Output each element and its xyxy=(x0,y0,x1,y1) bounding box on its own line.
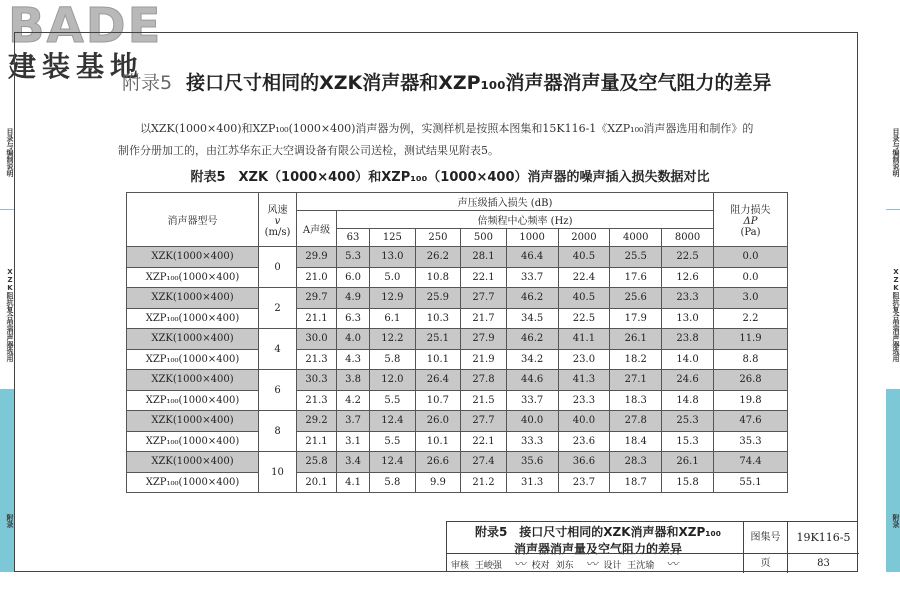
value-cell: 35.6 xyxy=(506,452,558,473)
value-cell: 13.0 xyxy=(370,247,416,268)
value-cell: 33.7 xyxy=(506,390,558,411)
value-cell: 3.4 xyxy=(337,452,370,473)
value-cell: 34.5 xyxy=(506,308,558,329)
value-cell: 26.1 xyxy=(610,329,662,350)
value-cell: 25.3 xyxy=(662,411,714,432)
value-cell: 5.0 xyxy=(370,267,416,288)
value-cell: 26.0 xyxy=(415,411,461,432)
a-weighted-cell: 21.1 xyxy=(297,308,337,329)
header-resistance-symbol: ΔP xyxy=(743,216,758,227)
value-cell: 10.7 xyxy=(415,390,461,411)
value-cell: 31.3 xyxy=(506,472,558,493)
value-cell: 25.6 xyxy=(610,288,662,309)
checker-signature: 〰 xyxy=(585,557,598,571)
value-cell: 21.9 xyxy=(461,349,507,370)
intro-paragraph: 以XZK(1000×400)和XZP₁₀₀(1000×400)消声器为例，实测样机是按照本图集和15K116-1《XZP₁₀₀消声器选用和制作》的制作分册加工的，由江苏华东正大空调设备有限公司送检，测试结果见附表5。 xyxy=(118,122,754,157)
model-cell: XZP₁₀₀(1000×400) xyxy=(127,431,259,452)
resistance-cell: 26.8 xyxy=(714,370,788,391)
resistance-cell: 3.0 xyxy=(714,288,788,309)
side-tab-xzk[interactable]: XZK阻抗复合型消声器选用 xyxy=(0,210,14,390)
value-cell: 10.1 xyxy=(415,349,461,370)
value-cell: 10.1 xyxy=(415,431,461,452)
value-cell: 26.2 xyxy=(415,247,461,268)
designer-signature: 〰 xyxy=(666,557,679,571)
value-cell: 23.7 xyxy=(558,472,610,493)
a-weighted-cell: 29.7 xyxy=(297,288,337,309)
header-resistance xyxy=(714,193,788,247)
header-freq: 1000 xyxy=(506,229,558,247)
logo-text-en: BADE xyxy=(8,0,163,54)
value-cell: 3.7 xyxy=(337,411,370,432)
value-cell: 14.8 xyxy=(662,390,714,411)
value-cell: 14.0 xyxy=(662,349,714,370)
value-cell: 27.4 xyxy=(461,452,507,473)
value-cell: 22.5 xyxy=(558,308,610,329)
value-cell: 12.4 xyxy=(370,452,416,473)
value-cell: 5.5 xyxy=(370,390,416,411)
model-cell: XZK(1000×400) xyxy=(127,329,259,350)
table-row xyxy=(127,411,788,432)
side-tab-appendix[interactable]: 附录 xyxy=(0,390,14,572)
atlas-label: 图集号 xyxy=(743,522,787,553)
value-cell: 46.2 xyxy=(506,288,558,309)
header-freq: 63 xyxy=(337,229,370,247)
table-row xyxy=(127,288,788,309)
value-cell: 25.5 xyxy=(610,247,662,268)
logo-text-cn: 建装基地 xyxy=(8,50,145,83)
value-cell: 26.6 xyxy=(415,452,461,473)
value-cell: 28.1 xyxy=(461,247,507,268)
resistance-cell: 0.0 xyxy=(714,247,788,268)
resistance-cell: 35.3 xyxy=(714,431,788,452)
value-cell: 24.6 xyxy=(662,370,714,391)
value-cell: 33.7 xyxy=(506,267,558,288)
table-row xyxy=(127,247,788,268)
value-cell: 5.8 xyxy=(370,472,416,493)
speed-cell: 6 xyxy=(259,370,297,411)
table-row xyxy=(127,472,788,493)
value-cell: 12.9 xyxy=(370,288,416,309)
value-cell: 23.3 xyxy=(558,390,610,411)
value-cell: 27.7 xyxy=(461,411,507,432)
value-cell: 5.3 xyxy=(337,247,370,268)
speed-cell: 8 xyxy=(259,411,297,452)
page-title-label: 附录5 xyxy=(122,72,173,94)
value-cell: 5.5 xyxy=(370,431,416,452)
side-tab-contents[interactable]: 目录与编制说明 xyxy=(0,92,14,210)
value-cell: 15.8 xyxy=(662,472,714,493)
table-row xyxy=(127,370,788,391)
title-block xyxy=(446,521,858,572)
designer-name: 王沈瑜 xyxy=(627,561,655,571)
a-weighted-cell: 29.2 xyxy=(297,411,337,432)
a-weighted-cell: 30.3 xyxy=(297,370,337,391)
value-cell: 6.3 xyxy=(337,308,370,329)
value-cell: 40.5 xyxy=(558,247,610,268)
title-block-name-line1: 附录5 接口尺寸相同的XZK消声器和XZP₁₀₀ xyxy=(474,525,722,539)
value-cell: 4.2 xyxy=(337,390,370,411)
resistance-cell: 47.6 xyxy=(714,411,788,432)
value-cell: 27.7 xyxy=(461,288,507,309)
value-cell: 46.2 xyxy=(506,329,558,350)
header-a-weighted: A声级 xyxy=(297,211,337,247)
value-cell: 33.3 xyxy=(506,431,558,452)
resistance-cell: 19.8 xyxy=(714,390,788,411)
model-cell: XZK(1000×400) xyxy=(127,370,259,391)
value-cell: 22.1 xyxy=(461,431,507,452)
table-row xyxy=(127,390,788,411)
value-cell: 18.2 xyxy=(610,349,662,370)
table-row xyxy=(127,349,788,370)
page-label: 页 xyxy=(743,553,787,573)
value-cell: 34.2 xyxy=(506,349,558,370)
value-cell: 12.4 xyxy=(370,411,416,432)
value-cell: 21.7 xyxy=(461,308,507,329)
a-weighted-cell: 21.3 xyxy=(297,349,337,370)
value-cell: 23.3 xyxy=(662,288,714,309)
table-row xyxy=(127,431,788,452)
value-cell: 10.8 xyxy=(415,267,461,288)
a-weighted-cell: 21.0 xyxy=(297,267,337,288)
header-model: 消声器型号 xyxy=(127,193,259,247)
value-cell: 6.0 xyxy=(337,267,370,288)
value-cell: 18.7 xyxy=(610,472,662,493)
value-cell: 28.3 xyxy=(610,452,662,473)
value-cell: 22.4 xyxy=(558,267,610,288)
value-cell: 6.1 xyxy=(370,308,416,329)
value-cell: 3.8 xyxy=(337,370,370,391)
header-freq: 8000 xyxy=(662,229,714,247)
page-title-text: 接口尺寸相同的XZK消声器和XZP₁₀₀消声器消声量及空气阻力的差异 xyxy=(186,72,772,94)
value-cell: 21.5 xyxy=(461,390,507,411)
header-resistance-label: 阻力损失 xyxy=(730,205,771,216)
value-cell: 4.1 xyxy=(337,472,370,493)
model-cell: XZK(1000×400) xyxy=(127,452,259,473)
table-row xyxy=(127,308,788,329)
resistance-cell: 8.8 xyxy=(714,349,788,370)
value-cell: 5.8 xyxy=(370,349,416,370)
page-number: 83 xyxy=(787,553,859,573)
header-resistance-unit: (Pa) xyxy=(740,227,761,238)
header-octave: 倍频程中心频率 (Hz) xyxy=(337,211,714,229)
value-cell: 18.3 xyxy=(610,390,662,411)
value-cell: 44.6 xyxy=(506,370,558,391)
resistance-cell: 74.4 xyxy=(714,452,788,473)
reviewer-name: 王峻强 xyxy=(474,561,502,571)
value-cell: 18.4 xyxy=(610,431,662,452)
a-weighted-cell: 20.1 xyxy=(297,472,337,493)
model-cell: XZK(1000×400) xyxy=(127,411,259,432)
value-cell: 27.1 xyxy=(610,370,662,391)
speed-cell: 0 xyxy=(259,247,297,288)
header-speed-label: 风速 xyxy=(267,205,288,216)
review-label: 审核 xyxy=(451,561,470,571)
a-weighted-cell: 21.3 xyxy=(297,390,337,411)
design-label: 设计 xyxy=(603,561,622,571)
side-tab-contents-right[interactable]: 目录与编制说明 xyxy=(886,92,900,210)
value-cell: 15.3 xyxy=(662,431,714,452)
value-cell: 36.6 xyxy=(558,452,610,473)
resistance-cell: 0.0 xyxy=(714,267,788,288)
a-weighted-cell: 30.0 xyxy=(297,329,337,350)
value-cell: 41.1 xyxy=(558,329,610,350)
header-freq: 250 xyxy=(415,229,461,247)
value-cell: 22.1 xyxy=(461,267,507,288)
comparison-table xyxy=(126,192,788,493)
model-cell: XZK(1000×400) xyxy=(127,247,259,268)
header-speed xyxy=(259,193,297,247)
page-title xyxy=(122,68,772,95)
resistance-cell: 2.2 xyxy=(714,308,788,329)
header-freq: 500 xyxy=(461,229,507,247)
table-row xyxy=(127,329,788,350)
value-cell: 12.6 xyxy=(662,267,714,288)
table-row xyxy=(127,267,788,288)
check-label: 校对 xyxy=(531,561,550,571)
side-tabs-left xyxy=(0,92,14,572)
reviewer-signature: 〰 xyxy=(513,557,526,571)
model-cell: XZP₁₀₀(1000×400) xyxy=(127,390,259,411)
header-insertion-loss: 声压级插入损失 (dB) xyxy=(297,193,714,211)
atlas-number: 19K116-5 xyxy=(787,522,859,553)
value-cell: 26.1 xyxy=(662,452,714,473)
speed-cell: 10 xyxy=(259,452,297,493)
table-row xyxy=(127,452,788,473)
model-cell: XZP₁₀₀(1000×400) xyxy=(127,308,259,329)
value-cell: 41.3 xyxy=(558,370,610,391)
a-weighted-cell: 25.8 xyxy=(297,452,337,473)
value-cell: 25.1 xyxy=(415,329,461,350)
header-speed-unit: (m/s) xyxy=(264,227,291,238)
a-weighted-cell: 29.9 xyxy=(297,247,337,268)
value-cell: 22.5 xyxy=(662,247,714,268)
value-cell: 13.0 xyxy=(662,308,714,329)
speed-cell: 4 xyxy=(259,329,297,370)
value-cell: 23.0 xyxy=(558,349,610,370)
speed-cell: 2 xyxy=(259,288,297,329)
checker-name: 刘东 xyxy=(555,561,574,571)
value-cell: 23.6 xyxy=(558,431,610,452)
value-cell: 26.4 xyxy=(415,370,461,391)
header-speed-symbol: v xyxy=(274,216,281,227)
model-cell: XZP₁₀₀(1000×400) xyxy=(127,267,259,288)
signature-row xyxy=(447,553,743,573)
a-weighted-cell: 21.1 xyxy=(297,431,337,452)
value-cell: 27.8 xyxy=(461,370,507,391)
resistance-cell: 11.9 xyxy=(714,329,788,350)
value-cell: 40.0 xyxy=(506,411,558,432)
value-cell: 23.8 xyxy=(662,329,714,350)
value-cell: 10.3 xyxy=(415,308,461,329)
value-cell: 27.9 xyxy=(461,329,507,350)
value-cell: 17.9 xyxy=(610,308,662,329)
value-cell: 25.9 xyxy=(415,288,461,309)
value-cell: 4.0 xyxy=(337,329,370,350)
model-cell: XZK(1000×400) xyxy=(127,288,259,309)
value-cell: 9.9 xyxy=(415,472,461,493)
title-block-name-line2: 消声器消声量及空气阻力的差异 xyxy=(513,542,682,556)
header-freq: 125 xyxy=(370,229,416,247)
value-cell: 27.8 xyxy=(610,411,662,432)
header-freq: 2000 xyxy=(558,229,610,247)
header-freq: 4000 xyxy=(610,229,662,247)
value-cell: 4.3 xyxy=(337,349,370,370)
side-tab-appendix-right[interactable]: 附录 xyxy=(886,390,900,572)
value-cell: 46.4 xyxy=(506,247,558,268)
value-cell: 3.1 xyxy=(337,431,370,452)
value-cell: 40.0 xyxy=(558,411,610,432)
value-cell: 21.2 xyxy=(461,472,507,493)
value-cell: 12.2 xyxy=(370,329,416,350)
table-title: 附表5 XZK（1000×400）和XZP₁₀₀（1000×400）消声器的噪声插入损失数据对比 xyxy=(190,170,710,185)
model-cell: XZP₁₀₀(1000×400) xyxy=(127,349,259,370)
value-cell: 12.0 xyxy=(370,370,416,391)
value-cell: 4.9 xyxy=(337,288,370,309)
value-cell: 40.5 xyxy=(558,288,610,309)
side-tabs-right xyxy=(886,92,900,572)
model-cell: XZP₁₀₀(1000×400) xyxy=(127,472,259,493)
value-cell: 17.6 xyxy=(610,267,662,288)
side-tab-xzk-right[interactable]: XZK阻抗复合型消声器选用 xyxy=(886,210,900,390)
resistance-cell: 55.1 xyxy=(714,472,788,493)
